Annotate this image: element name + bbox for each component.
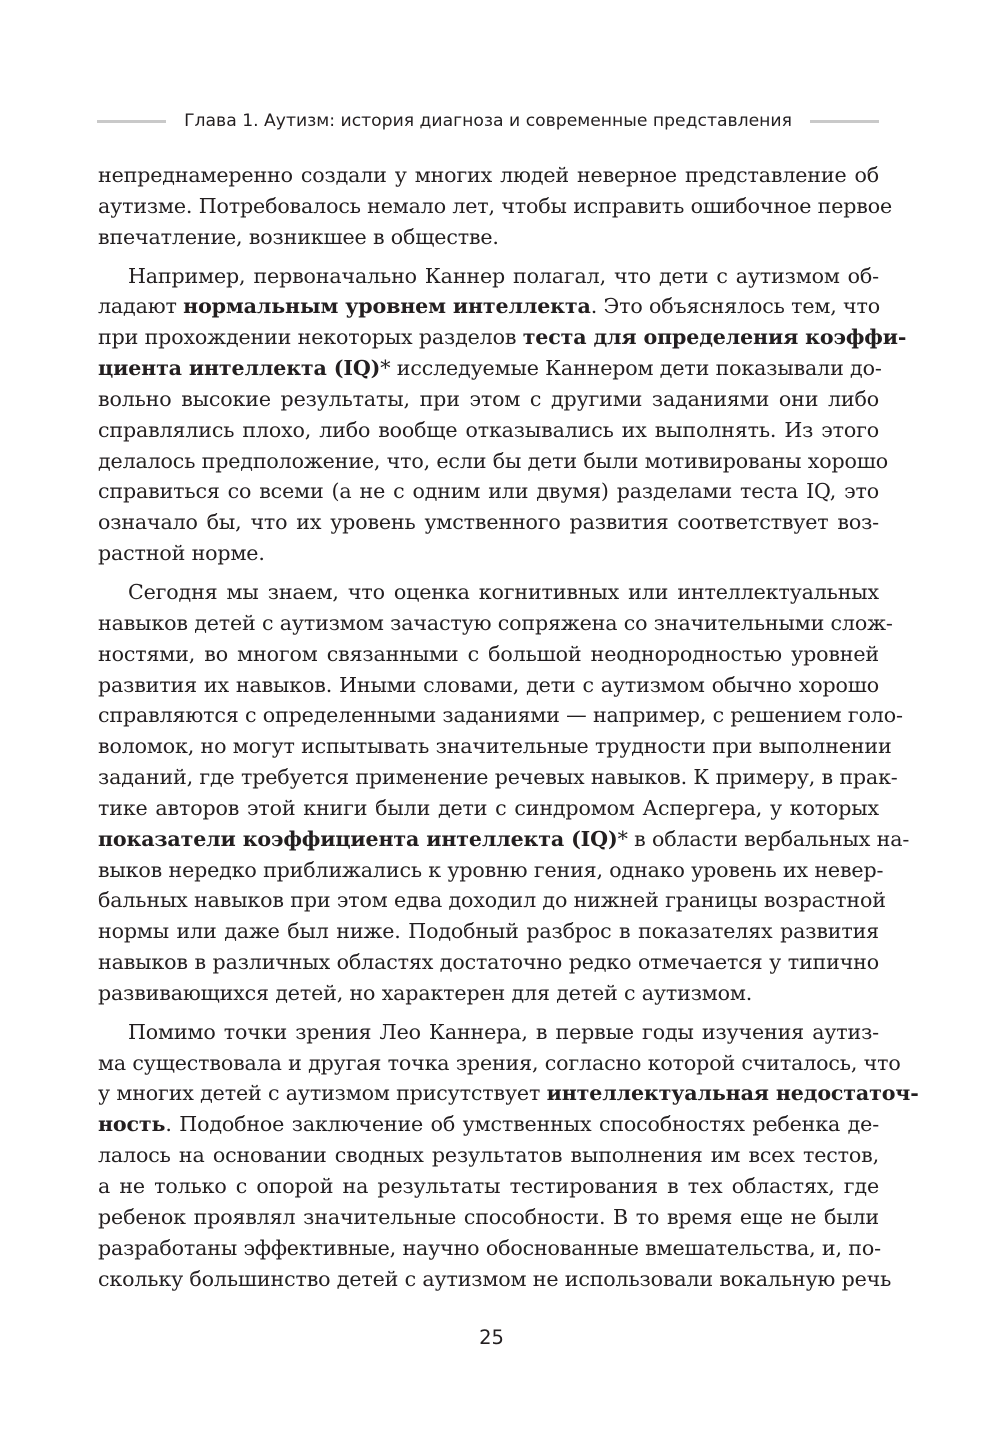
text-line xyxy=(98,978,879,1009)
text-run: справляются с определенными заданиями — например, с решением голо- xyxy=(98,703,903,728)
text-line xyxy=(98,1140,879,1171)
text-line xyxy=(98,1202,879,1233)
text-line xyxy=(98,1233,879,1264)
paragraph-gap xyxy=(98,569,879,577)
text-run: разработаны эффективные, научно обоснованные вмешательства, и, по- xyxy=(98,1235,881,1260)
text-line xyxy=(98,947,879,978)
text-run: при прохождении некоторых разделов xyxy=(98,325,523,350)
paragraph-gap xyxy=(98,253,879,261)
text-line xyxy=(98,700,903,731)
text-line xyxy=(98,855,884,886)
text-run: нормы или даже был ниже. Подобный разброс в показателях развития xyxy=(98,919,879,944)
text-run: непреднамеренно создали у многих людей неверное представление об xyxy=(98,163,879,187)
text-line xyxy=(98,507,879,538)
paragraph xyxy=(98,1017,919,1295)
bold-term: теста для определения коэффи- xyxy=(522,325,907,350)
text-run: воломок, но могут испытывать значительные трудности при выполнении xyxy=(98,734,892,759)
text-line xyxy=(98,793,879,824)
text-line xyxy=(98,222,879,253)
text-line xyxy=(98,191,893,222)
text-line xyxy=(98,291,879,322)
text-line xyxy=(98,1171,879,1202)
text-run: у многих детей с аутизмом присутствует xyxy=(98,1081,547,1106)
text-run: а не только с опорой на результаты тестирования в тех областях, где xyxy=(98,1174,879,1198)
text-run: справиться со всеми (а не с одним или двумя) разделами теста IQ, это xyxy=(98,479,879,504)
text-line xyxy=(98,384,879,415)
text-run: ребенок проявлял значительные способности. В то время еще не были xyxy=(98,1204,879,1229)
text-run: скольку большинство детей с аутизмом не использовали вокальную речь xyxy=(98,1266,892,1291)
text-line xyxy=(98,1109,879,1140)
text-run: ма существовала и другая точка зрения, согласно которой считалось, что xyxy=(98,1050,901,1075)
text-line xyxy=(98,639,879,670)
paragraph xyxy=(98,261,907,569)
text-line xyxy=(98,1017,879,1048)
text-run: вольно высокие результаты, при этом с другими заданиями они либо xyxy=(98,386,879,411)
text-run: заданий, где требуется применение речевых навыков. К примеру, в прак- xyxy=(98,765,898,790)
text-line xyxy=(98,160,879,191)
bold-term: ность xyxy=(98,1112,166,1137)
running-header xyxy=(97,106,879,136)
text-run: делалось предположение, что, если бы дети были мотивированы хорошо xyxy=(98,448,889,473)
text-run: . Подобное заключение об умственных способностях ребенка де- xyxy=(165,1112,879,1137)
text-line xyxy=(98,731,892,762)
text-run: лалось на основании сводных результатов выполнения им всех тестов, xyxy=(98,1143,879,1168)
text-run: Например, первоначально Каннер полагал, что дети с аутизмом об- xyxy=(128,263,879,288)
text-line xyxy=(98,916,879,947)
text-line xyxy=(98,608,893,639)
text-run: означало бы, что их уровень умственного развития соответствует воз- xyxy=(98,510,879,535)
header-rule-left xyxy=(97,120,166,123)
text-run: развития их навыков. Иными словами, дети с аутизмом обычно хорошо xyxy=(98,672,879,697)
text-run: тике авторов этой книги были дети с синдромом Аспергера, у которых xyxy=(98,795,879,820)
text-line xyxy=(98,1264,892,1295)
text-line xyxy=(98,577,879,608)
bold-term: нормальным уровнем интеллекта xyxy=(183,294,591,319)
text-line xyxy=(98,261,879,292)
page-number: 25 xyxy=(479,1326,504,1349)
text-line xyxy=(98,1048,901,1079)
text-run: * исследуемые Каннером дети показывали до- xyxy=(380,356,882,381)
text-line xyxy=(98,446,889,477)
text-run: выков нередко приближались к уровню гения, однако уровень их невер- xyxy=(98,857,884,882)
text-run: впечатление, возникшее в обществе. xyxy=(98,224,499,249)
text-line xyxy=(98,538,879,569)
text-run: * в области вербальных на- xyxy=(617,826,910,851)
text-line xyxy=(98,476,879,507)
paragraph xyxy=(98,577,910,1009)
text-line xyxy=(98,415,879,446)
text-run: бальных навыков при этом едва доходил до нижней границы возрастной xyxy=(98,888,886,913)
bold-term: интеллектуальная недостаточ- xyxy=(546,1081,919,1106)
text-run: ладают xyxy=(98,294,184,319)
text-run: Сегодня мы знаем, что оценка когнитивных или интеллектуальных xyxy=(128,579,879,604)
text-line xyxy=(98,824,910,855)
text-line xyxy=(98,670,879,701)
paragraph xyxy=(98,160,893,253)
text-run: ностями, во многом связанными с большой неоднородностью уровней xyxy=(98,641,879,666)
text-run: навыков детей с аутизмом зачастую сопряжена со значительными слож- xyxy=(98,610,893,635)
body-text xyxy=(98,160,919,1294)
text-run: развивающихся детей, но характерен для детей с аутизмом. xyxy=(98,980,753,1005)
text-line xyxy=(98,762,898,793)
paragraph-gap xyxy=(98,1009,879,1017)
text-line xyxy=(98,322,907,353)
text-run: справлялись плохо, либо вообще отказывались их выполнять. Из этого xyxy=(98,417,879,442)
text-run: . Это объяснялось тем, что xyxy=(590,294,881,319)
chapter-title: Глава 1. Аутизм: история диагноза и современные представления xyxy=(184,111,792,131)
text-line xyxy=(98,885,886,916)
text-run: Помимо точки зрения Лео Каннера, в первые годы изучения аутиз- xyxy=(128,1019,879,1044)
text-run: растной норме. xyxy=(98,541,265,566)
text-run: аутизме. Потребовалось немало лет, чтобы исправить ошибочное первое xyxy=(98,193,893,218)
bold-term: циента интеллекта (IQ) xyxy=(98,356,381,381)
bold-term: показатели коэффициента интеллекта (IQ) xyxy=(98,826,618,851)
text-run: навыков в различных областях достаточно редко отмечается у типично xyxy=(98,950,879,975)
text-line xyxy=(98,353,882,384)
text-line xyxy=(98,1078,919,1109)
header-rule-right xyxy=(810,120,879,123)
